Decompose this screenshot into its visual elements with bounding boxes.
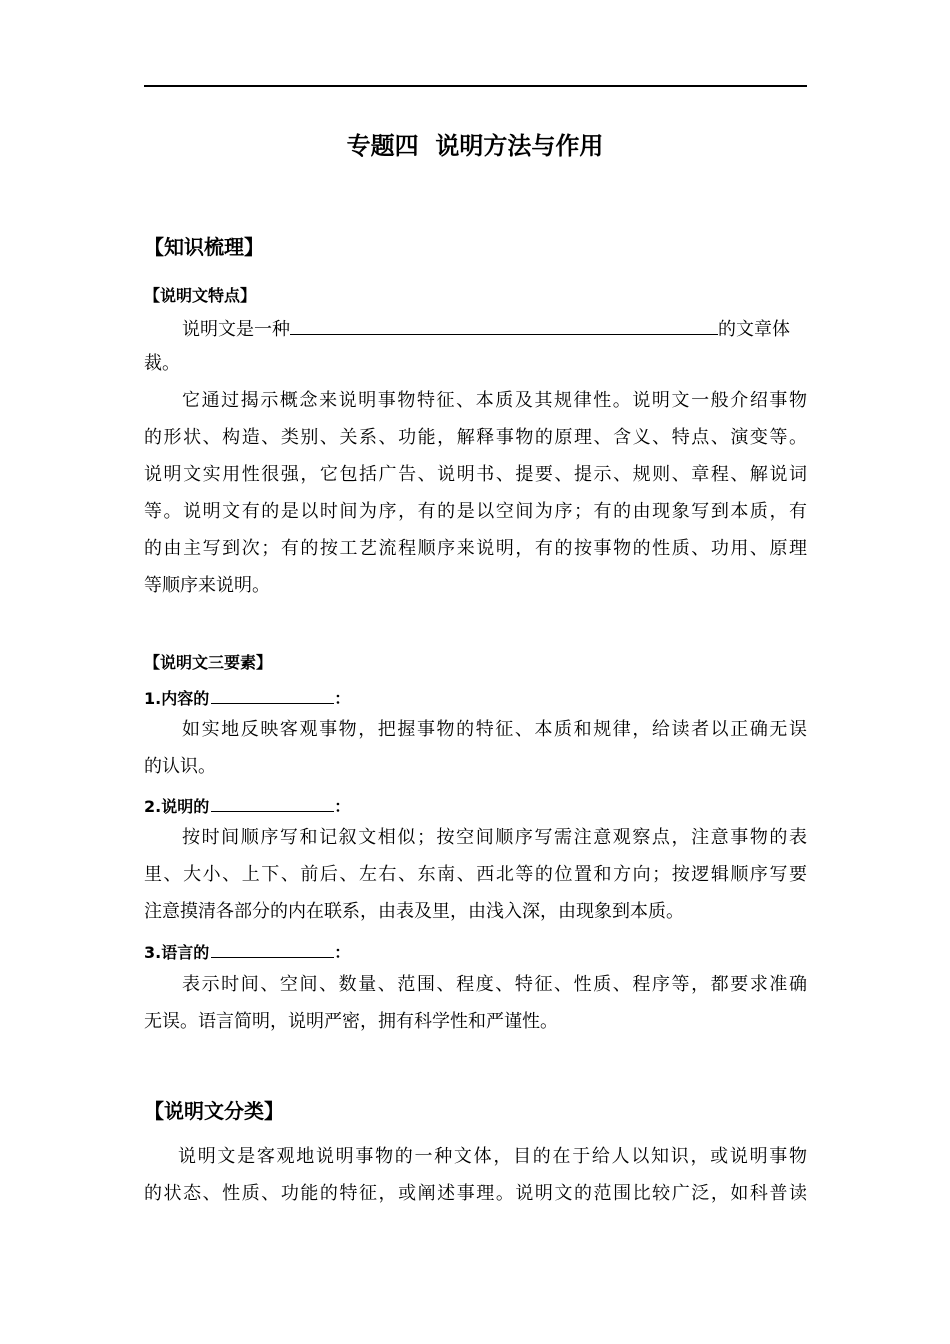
features-fill-line [182,315,807,342]
element-item-method [144,792,350,817]
element-item-language [144,938,350,963]
paragraph-line: 的形状、构造、类别、关系、功能，解释事物的原理、含义、特点、演变等。 [144,427,807,448]
item-blank[interactable] [211,792,334,812]
paragraph-line: 它通过揭示概念来说明事物特征、本质及其规律性。说明文一般介绍事物 [182,390,807,411]
item-blank[interactable] [211,938,334,958]
paragraph-line: 如实地反映客观事物，把握事物的特征、本质和规律，给读者以正确无误 [182,719,807,740]
item-colon: ： [334,797,351,816]
paragraph-line: 的认识。 [144,756,216,777]
paragraph-line: 里、大小、上下、前后、左右、东南、西北等的位置和方向；按逻辑顺序写要 [144,864,807,885]
element-item-content [144,684,350,709]
item-colon: ： [334,943,351,962]
paragraph-line: 注意摸清各部分的内在联系，由表及里，由浅入深，由现象到本质。 [144,901,684,922]
features-heading: 【说明文特点】 [144,286,257,305]
header-rule [144,85,807,87]
page-title: 专题四 说明方法与作用 [346,132,604,160]
fill-blank[interactable] [290,315,718,335]
paragraph-line: 说明文实用性很强，它包括广告、说明书、提要、提示、规则、章程、解说词 [144,464,807,485]
elements-heading: 【说明文三要素】 [144,653,273,672]
item-label: 3.语言的 [144,943,210,962]
paragraph-line: 的由主写到次；有的按工艺流程顺序来说明，有的按事物的性质、功用、原理 [144,538,807,559]
item-label: 2.说明的 [144,797,210,816]
item-blank[interactable] [211,684,334,704]
paragraph-line: 表示时间、空间、数量、范围、程度、特征、性质、程序等，都要求准确 [182,974,807,995]
paragraph-line: 无误。语言简明，说明严密，拥有科学性和严谨性。 [144,1011,558,1032]
item-colon: ： [334,689,351,708]
fill-suffix: 的文章体 [718,319,790,340]
classification-heading: 【说明文分类】 [144,1099,284,1123]
paragraph-line: 说明文是客观地说明事物的一种文体，目的在于给人以知识，或说明事物 [178,1146,807,1167]
paragraph-line: 等顺序来说明。 [144,575,270,596]
knowledge-heading: 【知识梳理】 [144,235,264,259]
paragraph-line: 按时间顺序写和记叙文相似；按空间顺序写需注意观察点，注意事物的表 [182,827,807,848]
paragraph-line: 等。说明文有的是以时间为序，有的是以空间为序；有的由现象写到本质，有 [144,501,807,522]
item-label: 1.内容的 [144,689,210,708]
fill-tail: 裁。 [144,353,180,374]
fill-prefix: 说明文是一种 [182,319,290,340]
paragraph-line: 的状态、性质、功能的特征，或阐述事理。说明文的范围比较广泛，如科普读 [144,1183,807,1204]
